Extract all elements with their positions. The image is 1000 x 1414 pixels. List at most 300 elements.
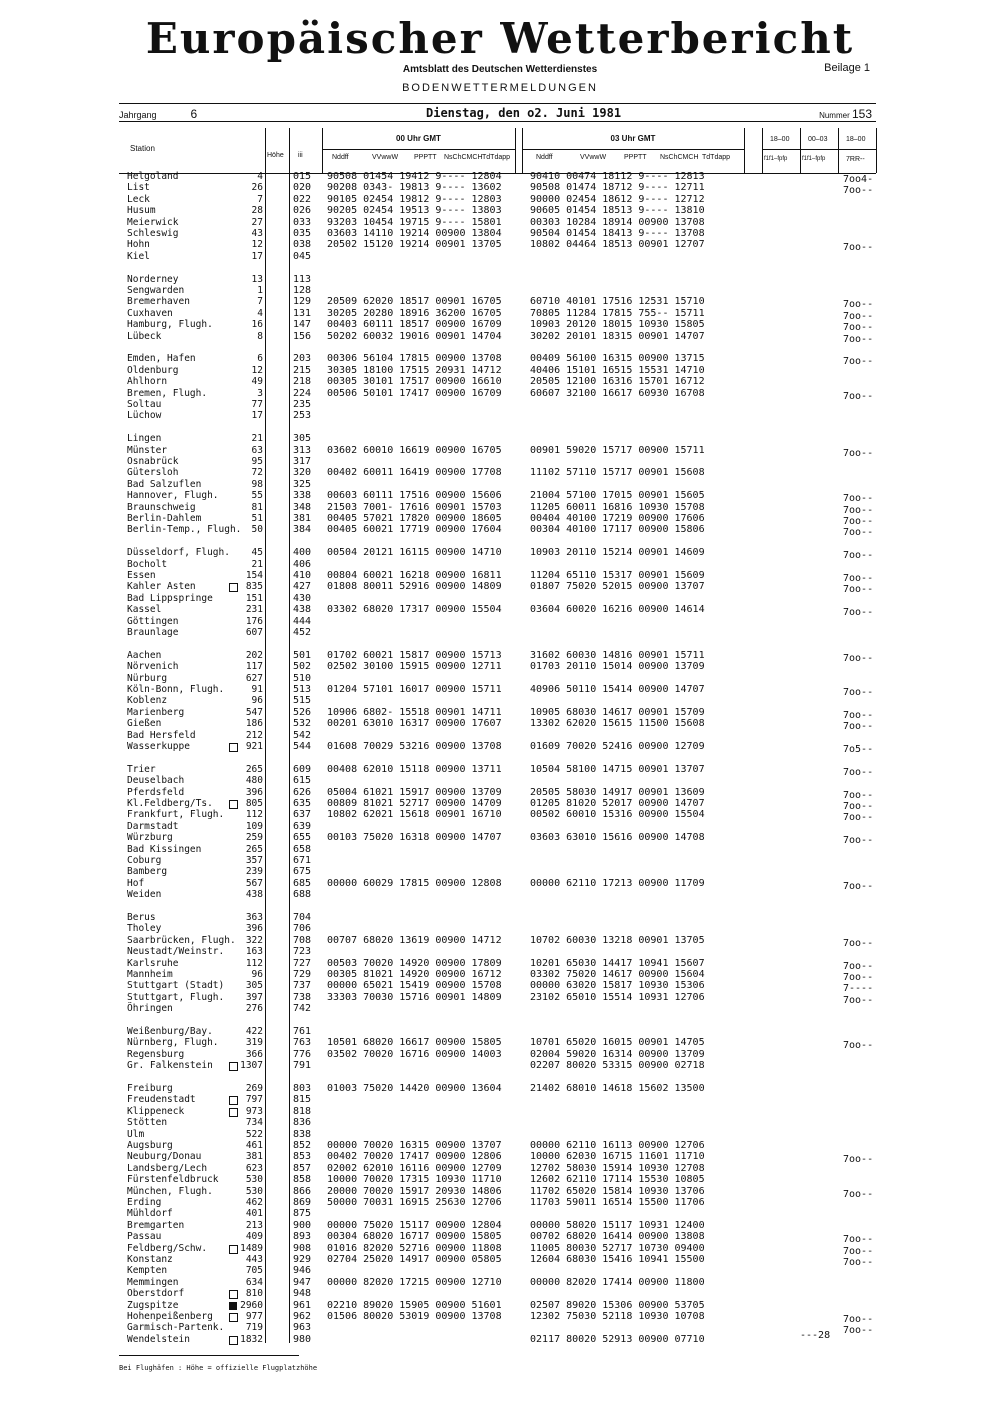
table-row bbox=[0, 1060, 1000, 1071]
station-height: 12 bbox=[251, 239, 263, 251]
table-row bbox=[0, 319, 1000, 334]
station-height: 409 bbox=[245, 1231, 263, 1243]
station-height: 213 bbox=[245, 1219, 263, 1231]
station-name: Regensburg bbox=[127, 1048, 185, 1060]
station-id: 671 bbox=[293, 855, 312, 866]
obs-03-utc: 10201 65030 14417 10941 15607 bbox=[530, 957, 705, 969]
station-id: 857 bbox=[293, 1162, 312, 1174]
table-spacer bbox=[0, 422, 1000, 433]
table-row bbox=[0, 980, 1000, 995]
precip-group: 7oo-- bbox=[843, 937, 874, 949]
station-name: Emden, Hafen bbox=[127, 353, 196, 365]
obs-00-utc: 02210 89020 15905 00900 51601 bbox=[327, 1299, 502, 1311]
nummer-value: 153 bbox=[851, 107, 872, 121]
obs-03-utc: 00303 10284 18914 00900 13708 bbox=[530, 216, 705, 228]
precip-group: 7oo-- bbox=[843, 322, 874, 334]
precip-group: 7oo-- bbox=[843, 801, 874, 812]
station-id: 444 bbox=[293, 615, 312, 627]
obs-03-utc: 60710 40101 17516 12531 15710 bbox=[530, 296, 705, 308]
station-name: Bocholt bbox=[127, 558, 168, 570]
station-name: Darmstadt bbox=[127, 820, 179, 832]
station-height: 322 bbox=[245, 934, 263, 946]
obs-03-utc: 01807 75020 52015 00900 13707 bbox=[530, 581, 705, 593]
col-tdapp-03: TdTdapp bbox=[702, 154, 731, 161]
station-id: 544 bbox=[293, 741, 312, 752]
table-row bbox=[0, 1208, 1000, 1219]
precip-group: 7oo-- bbox=[843, 709, 874, 721]
station-height: 17 bbox=[251, 250, 263, 262]
obs-03-utc: 10504 58100 14715 00901 13707 bbox=[530, 763, 705, 775]
station-name: Pferdsfeld bbox=[127, 786, 185, 798]
station-height: 627 bbox=[245, 672, 263, 684]
table-row bbox=[0, 1174, 1000, 1185]
station-height: 28 bbox=[251, 205, 263, 217]
station-id: 305 bbox=[293, 433, 312, 445]
station-name: Fürstenfeldbruck bbox=[127, 1174, 219, 1186]
obs-00-utc: 00408 62010 15118 00900 13711 bbox=[327, 763, 502, 775]
station-id: 635 bbox=[293, 798, 312, 809]
table-spacer bbox=[0, 1015, 1000, 1026]
obs-03-utc: 90508 01474 18712 9---- 12711 bbox=[530, 182, 705, 194]
obs-00-utc: 00402 60011 16419 00900 17708 bbox=[327, 467, 502, 479]
station-height: 462 bbox=[245, 1197, 263, 1208]
precip-group: 7oo-- bbox=[843, 1257, 874, 1268]
station-id: 338 bbox=[293, 490, 312, 502]
station-height: 381 bbox=[245, 1151, 263, 1163]
col-03-gmt: 03 Uhr GMT bbox=[610, 134, 656, 143]
precip-group: 7oo-- bbox=[843, 493, 874, 505]
table-row bbox=[0, 353, 1000, 368]
table-row bbox=[0, 570, 1000, 584]
station-id: 038 bbox=[293, 239, 312, 251]
station-name: Braunschweig bbox=[127, 501, 196, 513]
obs-03-utc: 11005 80030 52717 10730 09400 bbox=[530, 1242, 705, 1254]
table-row bbox=[0, 524, 1000, 539]
station-id: 742 bbox=[293, 1003, 312, 1015]
obs-03-utc: 00901 59020 15717 00900 15711 bbox=[530, 444, 705, 456]
table-row bbox=[0, 969, 1000, 983]
col-iii: iii bbox=[298, 152, 303, 159]
col-line-rain2 bbox=[800, 128, 801, 173]
obs-03-utc: 12602 62110 17114 15530 10805 bbox=[530, 1174, 705, 1186]
table-row bbox=[0, 1277, 1000, 1288]
station-id: 776 bbox=[293, 1048, 312, 1060]
station-id: 452 bbox=[293, 627, 312, 638]
table-row bbox=[0, 627, 1000, 638]
precip-group: 7oo-- bbox=[843, 812, 874, 824]
station-name: Hohenpeißenberg bbox=[127, 1311, 213, 1322]
obs-03-utc: 12702 58030 15914 10930 12708 bbox=[530, 1162, 705, 1174]
obs-03-utc: 00000 82020 17414 00900 11800 bbox=[530, 1276, 705, 1288]
obs-00-utc: 02502 30100 15915 00900 12711 bbox=[327, 661, 502, 673]
table-spacer bbox=[0, 342, 1000, 353]
obs-00-utc: 00405 60021 17719 00900 17604 bbox=[327, 524, 502, 536]
table-row bbox=[0, 1140, 1000, 1151]
obs-03-utc: 20505 58030 14917 00901 13609 bbox=[530, 786, 705, 798]
obs-00-utc: 03602 60010 16619 00900 16705 bbox=[327, 444, 502, 456]
station-id: 513 bbox=[293, 684, 312, 695]
table-row bbox=[0, 649, 1000, 664]
table-row bbox=[0, 217, 1000, 228]
obs-00-utc: 00403 60111 18517 00900 16709 bbox=[327, 319, 502, 331]
table-row bbox=[0, 718, 1000, 733]
station-id: 129 bbox=[293, 296, 312, 308]
obs-00-utc: 03502 70020 16716 00900 14003 bbox=[327, 1048, 502, 1060]
obs-00-utc: 90205 02454 19513 9---- 13803 bbox=[327, 205, 502, 217]
station-name: Bremen, Flugh. bbox=[127, 387, 208, 399]
station-name: Nürnberg, Flugh. bbox=[127, 1037, 219, 1049]
station-id: 836 bbox=[293, 1117, 312, 1129]
station-name: Stuttgart (Stadt) bbox=[127, 980, 225, 992]
table-row bbox=[0, 1106, 1000, 1117]
table-spacer bbox=[0, 638, 1000, 649]
station-name: Mühldorf bbox=[127, 1208, 173, 1220]
table-row bbox=[0, 1231, 1000, 1246]
obs-03-utc: 00404 40100 17219 00900 17606 bbox=[530, 513, 705, 524]
station-name: Marienberg bbox=[127, 706, 185, 718]
station-name: Bad Kissingen bbox=[127, 843, 202, 855]
table-row bbox=[0, 479, 1000, 490]
station-id: 704 bbox=[293, 912, 312, 923]
station-id: 615 bbox=[293, 775, 312, 787]
obs-03-utc: 70805 11284 17815 755-- 15711 bbox=[530, 307, 705, 319]
table-row bbox=[0, 855, 1000, 866]
table-row bbox=[0, 593, 1000, 604]
obs-03-utc: 90605 01454 18513 9---- 13810 bbox=[530, 205, 705, 217]
col-rain-00-03: 00–03 bbox=[808, 136, 828, 143]
station-id: 218 bbox=[293, 376, 312, 388]
col-rain-18-00b: 18–00 bbox=[846, 136, 866, 143]
station-id: 215 bbox=[293, 364, 312, 376]
station-name: Gütersloh bbox=[127, 467, 179, 479]
precip-group: 7oo-- bbox=[843, 333, 874, 345]
station-id: 893 bbox=[293, 1231, 312, 1243]
table-spacer bbox=[0, 1072, 1000, 1083]
station-height: 461 bbox=[245, 1140, 263, 1151]
station-name: Bremgarten bbox=[127, 1219, 185, 1231]
station-id: 532 bbox=[293, 718, 312, 730]
issue-date: Dienstag, den o2. Juni 1981 bbox=[426, 106, 622, 120]
station-height: 366 bbox=[245, 1048, 263, 1060]
station-name: Neuburg/Donau bbox=[127, 1151, 202, 1163]
obs-03-utc: 90504 01454 18413 9---- 13708 bbox=[530, 228, 705, 239]
obs-00-utc: 00201 63010 16317 00900 17607 bbox=[327, 718, 502, 730]
obs-00-utc: 00504 20121 16115 00900 14710 bbox=[327, 547, 502, 559]
precip-group: 7oo-- bbox=[843, 972, 874, 983]
station-name: Hof bbox=[127, 877, 145, 889]
table-row bbox=[0, 1163, 1000, 1174]
table-row bbox=[0, 285, 1000, 296]
station-height: 13 bbox=[251, 273, 263, 285]
station-name: Bremerhaven bbox=[127, 296, 190, 308]
station-id: 929 bbox=[293, 1254, 312, 1265]
table-row bbox=[0, 1037, 1000, 1052]
obs-00-utc: 00103 75020 16318 00900 14707 bbox=[327, 832, 502, 844]
station-height: 363 bbox=[245, 912, 263, 923]
col-wwww-00: VVwwW bbox=[372, 154, 399, 161]
table-row bbox=[0, 1311, 1000, 1325]
obs-00-utc: 01608 70029 53216 00900 13708 bbox=[327, 741, 502, 752]
station-name: Kl.Feldberg/Ts. bbox=[127, 798, 213, 809]
obs-03-utc: 23102 65010 15514 10931 12706 bbox=[530, 991, 705, 1003]
station-id: 962 bbox=[293, 1311, 312, 1322]
obs-03-utc: 10905 68030 14617 00901 15709 bbox=[530, 706, 705, 718]
precip-group: 7oo-- bbox=[843, 573, 874, 584]
station-id: 963 bbox=[293, 1322, 312, 1334]
station-height: 357 bbox=[245, 855, 263, 866]
obs-03-utc: 00000 62110 16113 00900 12706 bbox=[530, 1140, 705, 1151]
station-id: 035 bbox=[293, 228, 312, 239]
station-name: Soltau bbox=[127, 399, 162, 410]
station-height: 734 bbox=[245, 1117, 263, 1129]
col-nddff-00: Nddff bbox=[332, 154, 349, 161]
col-rain-sub3: 7RR-- bbox=[846, 156, 865, 163]
station-id: 706 bbox=[293, 923, 312, 935]
col-ppptt-00: PPPTT bbox=[414, 154, 437, 161]
station-name: Trier bbox=[127, 763, 156, 775]
station-id: 675 bbox=[293, 866, 312, 878]
station-id: 501 bbox=[293, 649, 312, 661]
station-id: 320 bbox=[293, 467, 312, 479]
obs-03-utc: 03603 63010 15616 00900 14708 bbox=[530, 832, 705, 844]
station-id: 203 bbox=[293, 353, 312, 365]
station-name: Osnabrück bbox=[127, 456, 179, 467]
obs-00-utc: 20502 15120 19214 00901 13705 bbox=[327, 239, 502, 251]
station-id: 317 bbox=[293, 456, 312, 467]
station-height: 21 bbox=[251, 433, 263, 445]
precip-group: 7oo-- bbox=[843, 356, 874, 368]
station-height: 265 bbox=[245, 843, 263, 855]
obs-03-utc: 10701 65020 16015 00901 14705 bbox=[530, 1037, 705, 1049]
obs-00-utc: 10501 68020 16617 00900 15805 bbox=[327, 1037, 502, 1049]
station-id: 723 bbox=[293, 946, 312, 958]
station-id: 348 bbox=[293, 501, 312, 513]
col-hoehe: Höhe bbox=[267, 152, 284, 159]
table-row bbox=[0, 559, 1000, 570]
station-height: 45 bbox=[251, 547, 263, 559]
station-height: 530 bbox=[245, 1185, 263, 1197]
obs-03-utc: 00000 62110 17213 00900 11709 bbox=[530, 877, 705, 889]
precip-group: 7oo-- bbox=[843, 527, 874, 539]
station-name: Oberstdorf bbox=[127, 1288, 185, 1300]
table-row bbox=[0, 444, 1000, 459]
obs-00-utc: 00603 60111 17516 00900 15606 bbox=[327, 490, 502, 502]
obs-03-utc: 00000 63020 15817 10930 15306 bbox=[530, 980, 705, 992]
station-height: 810 bbox=[245, 1288, 263, 1300]
table-row bbox=[0, 912, 1000, 923]
station-height: 21 bbox=[251, 558, 263, 570]
table-row bbox=[0, 1026, 1000, 1037]
station-name: Weißenburg/Bay. bbox=[127, 1026, 213, 1037]
station-height: 567 bbox=[245, 877, 263, 889]
col-tdapp-00: TdTdapp bbox=[482, 154, 511, 161]
station-name: Kassel bbox=[127, 604, 162, 616]
station-height: 55 bbox=[251, 490, 263, 502]
station-name: Stötten bbox=[127, 1117, 168, 1129]
obs-03-utc: 31602 60030 14816 00901 15711 bbox=[530, 649, 705, 661]
table-row bbox=[0, 513, 1000, 527]
station-id: 708 bbox=[293, 934, 312, 946]
obs-00-utc: 01506 80020 53019 00900 13708 bbox=[327, 1311, 502, 1322]
station-id: 253 bbox=[293, 410, 312, 422]
table-row bbox=[0, 307, 1000, 322]
station-name: Lübeck bbox=[127, 330, 162, 342]
table-row bbox=[0, 1185, 1000, 1200]
station-id: 626 bbox=[293, 786, 312, 798]
table-row bbox=[0, 1049, 1000, 1060]
jahrgang-label: Jahrgang bbox=[119, 110, 157, 120]
station-height: 1489 bbox=[240, 1242, 263, 1254]
precip-group: 7oo-- bbox=[843, 1040, 874, 1052]
table-row bbox=[0, 809, 1000, 824]
table-spacer bbox=[0, 536, 1000, 547]
station-height: 12 bbox=[251, 364, 263, 376]
obs-00-utc: 00000 65021 15419 00900 15708 bbox=[327, 980, 502, 992]
station-id: 156 bbox=[293, 330, 312, 342]
station-id: 147 bbox=[293, 319, 312, 331]
station-id: 946 bbox=[293, 1265, 312, 1277]
col-wwww-03: VVwwW bbox=[580, 154, 607, 161]
table-row bbox=[0, 616, 1000, 627]
obs-00-utc: 00506 50101 17417 00900 16709 bbox=[327, 387, 502, 399]
precip-group: 7oo-- bbox=[843, 880, 874, 892]
station-height: 719 bbox=[245, 1322, 263, 1334]
table-row bbox=[0, 1151, 1000, 1166]
station-id: 729 bbox=[293, 969, 312, 980]
station-name: Kiel bbox=[127, 250, 150, 262]
station-id: 738 bbox=[293, 991, 312, 1003]
table-row bbox=[0, 991, 1000, 1006]
table-row bbox=[0, 581, 1000, 596]
jahrgang bbox=[119, 107, 197, 121]
station-height: 50 bbox=[251, 524, 263, 536]
col-line-right bbox=[876, 128, 877, 173]
station-height: 530 bbox=[245, 1174, 263, 1186]
table-row bbox=[0, 775, 1000, 786]
station-height: 3 bbox=[257, 387, 263, 399]
station-height: 51 bbox=[251, 513, 263, 524]
station-height: 112 bbox=[245, 809, 263, 821]
table-row bbox=[0, 673, 1000, 684]
obs-03-utc: 02507 89020 15306 00900 53705 bbox=[530, 1299, 705, 1311]
precip-group: 7oo-- bbox=[843, 584, 874, 596]
station-name: Freiburg bbox=[127, 1083, 173, 1094]
col-line-rain3 bbox=[838, 128, 839, 173]
obs-03-utc: 11703 59011 16514 15500 11706 bbox=[530, 1197, 705, 1208]
station-id: 427 bbox=[293, 581, 312, 593]
station-name: Nörvenich bbox=[127, 661, 179, 673]
station-id: 791 bbox=[293, 1060, 312, 1072]
table-row bbox=[0, 194, 1000, 205]
table-row bbox=[0, 957, 1000, 972]
station-id: 526 bbox=[293, 706, 312, 718]
station-name: Saarbrücken, Flugh. bbox=[127, 934, 236, 946]
obs-03-utc: 03302 75020 14617 00900 15604 bbox=[530, 969, 705, 980]
table-spacer bbox=[0, 262, 1000, 273]
obs-00-utc: 30205 20280 18916 36200 16705 bbox=[327, 307, 502, 319]
table-row bbox=[0, 763, 1000, 778]
precip-group: 7oo4- bbox=[843, 174, 874, 185]
station-name: Passau bbox=[127, 1231, 162, 1243]
precip-group: 7oo-- bbox=[843, 504, 874, 516]
station-name: Oldenburg bbox=[127, 364, 179, 376]
precip-group: 7oo-- bbox=[843, 835, 874, 847]
station-height: 805 bbox=[245, 798, 263, 809]
obs-03-utc: 12302 75030 52118 10930 10708 bbox=[530, 1311, 705, 1322]
station-id: 515 bbox=[293, 695, 312, 707]
station-name: Sengwarden bbox=[127, 285, 185, 296]
station-id: 020 bbox=[293, 182, 312, 194]
station-name: Helgoland bbox=[127, 171, 179, 182]
station-name: Aachen bbox=[127, 649, 162, 661]
station-name: Deuselbach bbox=[127, 775, 185, 787]
obs-00-utc: 90208 0343- 19813 9---- 13602 bbox=[327, 182, 502, 194]
station-name: Lingen bbox=[127, 433, 162, 445]
obs-03-utc: 00409 56100 16315 00900 13715 bbox=[530, 353, 705, 365]
table-row bbox=[0, 1083, 1000, 1094]
obs-00-utc: 03302 68020 17317 00900 15504 bbox=[327, 604, 502, 616]
station-id: 815 bbox=[293, 1094, 312, 1106]
station-height: 49 bbox=[251, 376, 263, 388]
obs-03-utc: 02117 80020 52913 00900 07710 bbox=[530, 1333, 705, 1345]
station-height: 26 bbox=[251, 182, 263, 194]
station-name: Bad Hersfeld bbox=[127, 729, 196, 741]
station-id: 022 bbox=[293, 193, 312, 205]
table-row bbox=[0, 1334, 1000, 1345]
page-subtitle: Amtsblatt des Deutschen Wetterdienstes bbox=[402, 64, 598, 75]
station-id: 980 bbox=[293, 1333, 312, 1345]
obs-03-utc: 00304 40100 17117 00900 15806 bbox=[530, 524, 705, 536]
station-name: Berlin-Dahlem bbox=[127, 513, 202, 524]
precip-group: 7oo-- bbox=[843, 652, 874, 664]
station-name: Freudenstadt bbox=[127, 1094, 196, 1106]
precip-group: 7oo-- bbox=[843, 1234, 874, 1246]
precip-group: 7---- bbox=[843, 983, 874, 995]
col-line-03-end bbox=[744, 128, 745, 173]
station-id: 685 bbox=[293, 877, 312, 889]
col-clouds-00: NsChCMCH bbox=[444, 154, 483, 161]
obs-03-utc: 20505 12100 16316 15701 16712 bbox=[530, 376, 705, 388]
table-row bbox=[0, 1129, 1000, 1140]
obs-00-utc: 00305 30101 17517 00900 16610 bbox=[327, 376, 502, 388]
station-height: 98 bbox=[251, 478, 263, 490]
station-height: 547 bbox=[245, 706, 263, 718]
station-height: 81 bbox=[251, 501, 263, 513]
station-height: 269 bbox=[245, 1083, 263, 1094]
obs-00-utc: 50000 70031 16915 25630 12706 bbox=[327, 1197, 502, 1208]
station-id: 852 bbox=[293, 1140, 312, 1151]
station-height: 96 bbox=[251, 969, 263, 980]
station-name: Düsseldorf, Flugh. bbox=[127, 547, 230, 559]
station-id: 900 bbox=[293, 1219, 312, 1231]
rule-date bbox=[119, 121, 876, 122]
station-name: Kahler Asten bbox=[127, 581, 196, 593]
station-name: Husum bbox=[127, 205, 156, 217]
station-id: 384 bbox=[293, 524, 312, 536]
obs-03-utc: 00702 68020 16414 00900 13808 bbox=[530, 1231, 705, 1243]
precip-group: 7oo-- bbox=[843, 721, 874, 733]
obs-03-utc: 01703 20110 15014 00900 13709 bbox=[530, 661, 705, 673]
obs-03-utc: 01609 70020 52416 00900 12709 bbox=[530, 741, 705, 752]
obs-03-utc: 12604 68030 15416 10941 15500 bbox=[530, 1254, 705, 1265]
station-id: 737 bbox=[293, 980, 312, 992]
table-row bbox=[0, 1300, 1000, 1311]
station-id: 015 bbox=[293, 171, 312, 182]
station-id: 803 bbox=[293, 1083, 312, 1094]
obs-03-utc: 30202 20101 18315 00901 14707 bbox=[530, 330, 705, 342]
table-row bbox=[0, 251, 1000, 262]
station-name: Hohn bbox=[127, 239, 150, 251]
